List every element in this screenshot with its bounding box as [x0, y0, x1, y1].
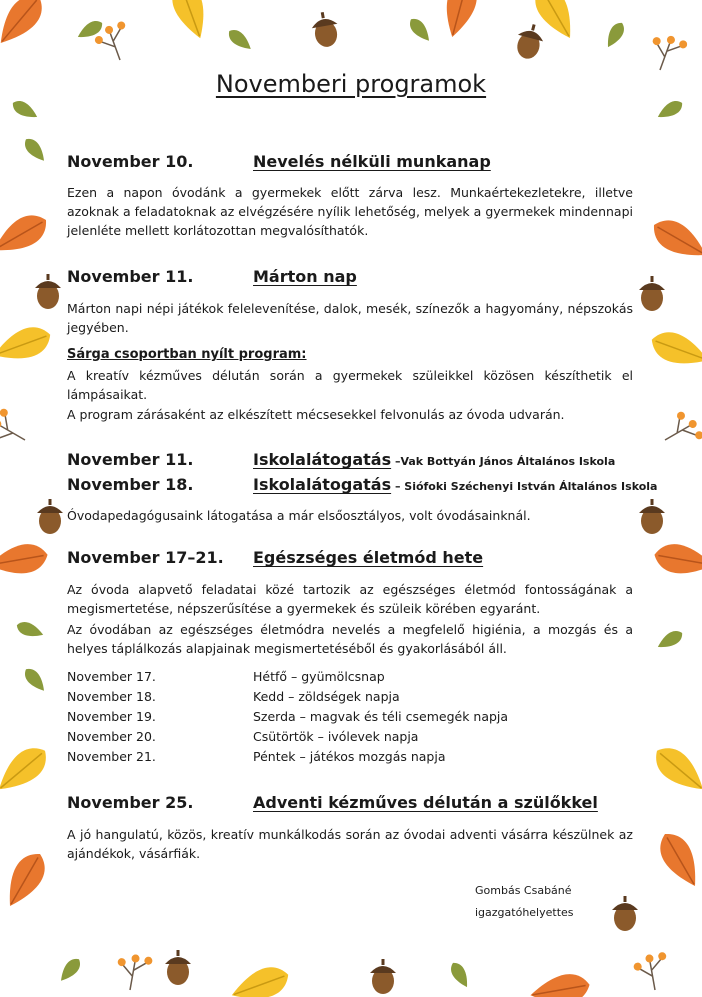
event-title: Iskolalátogatás: [253, 475, 392, 494]
event-heading: [253, 450, 615, 469]
event-description: Óvodapedagógusaink látogatása a már elsőosztályos, volt óvodásainknál.: [67, 508, 531, 523]
event-subtext: A program zárásaként az elkészített mécsesekkel felvonulás az óvoda udvarán.: [67, 407, 565, 422]
event-description: Az óvodában az egészséges életmódra nevelés a megfelelő higiénia, a mozgás és a helyes táplálkozás alapjainak megismertetéséből és gyakorlásából áll.: [67, 622, 633, 656]
event-date: November 18.: [67, 475, 194, 494]
schedule-date: November 17.: [67, 669, 156, 684]
event-description: A jó hangulatú, közös, kreatív munkálkodás során az óvodai adventi vásárra készülnek az ajándékok, vásárfiák.: [67, 827, 633, 861]
schedule-date: November 20.: [67, 729, 156, 744]
schedule-item: Csütörtök – ivólevek napja: [253, 729, 419, 744]
page-title: Novemberi programok: [215, 70, 487, 98]
schedule-item: Péntek – játékos mozgás napja: [253, 749, 446, 764]
event-heading: [253, 475, 657, 494]
schedule-date: November 19.: [67, 709, 156, 724]
event-date: November 10.: [67, 152, 194, 171]
schedule-date: November 21.: [67, 749, 156, 764]
event-date: November 11.: [67, 450, 194, 469]
event-title: Iskolalátogatás: [253, 450, 392, 469]
event-date: November 11.: [67, 267, 194, 286]
schedule-item: Kedd – zöldségek napja: [253, 689, 400, 704]
schedule-date: November 18.: [67, 689, 156, 704]
event-title: Egészséges életmód hete: [253, 548, 484, 567]
signature-role: igazgatóhelyettes: [475, 906, 574, 919]
event-title: Adventi kézműves délután a szülőkkel: [253, 793, 598, 812]
event-subtext: A kreatív kézműves délután során a gyermekek szüleikkel közösen készíthetik el lámpásaikat.: [67, 368, 633, 402]
event-note: – Siófoki Széchenyi István Általános Iskola: [391, 480, 658, 493]
event-description: Ezen a napon óvodánk a gyermekek előtt zárva lesz. Munkaértekezletekre, illetve azoknak a feladatoknak az elvégzésére nyílik lehetőség, melyek a gyermekek mindennapi jelenléte mellett korlátozottan megvalósíthatók.: [67, 185, 633, 238]
schedule-item: Szerda – magvak és téli csemegék napja: [253, 709, 509, 724]
event-note: –Vak Bottyán János Általános Iskola: [391, 455, 616, 468]
event-title: Nevelés nélküli munkanap: [253, 152, 491, 171]
event-date: November 25.: [67, 793, 194, 812]
event-subheading: Sárga csoportban nyílt program:: [67, 347, 307, 362]
event-description: Márton napi népi játékok felelevenítése, dalok, mesék, színezők a hagyomány, népszokás jegyében.: [67, 301, 633, 335]
schedule-item: Hétfő – gyümölcsnap: [253, 669, 385, 684]
signature-name: Gombás Csabáné: [475, 884, 572, 897]
event-description: Az óvoda alapvető feladatai közé tartozik az egészséges életmód fontosságának a megismertetése, népszerűsítése a gyermekek és szüleik körében egyaránt.: [67, 582, 633, 616]
event-title: Márton nap: [253, 267, 357, 286]
event-date: November 17–21.: [67, 548, 224, 567]
